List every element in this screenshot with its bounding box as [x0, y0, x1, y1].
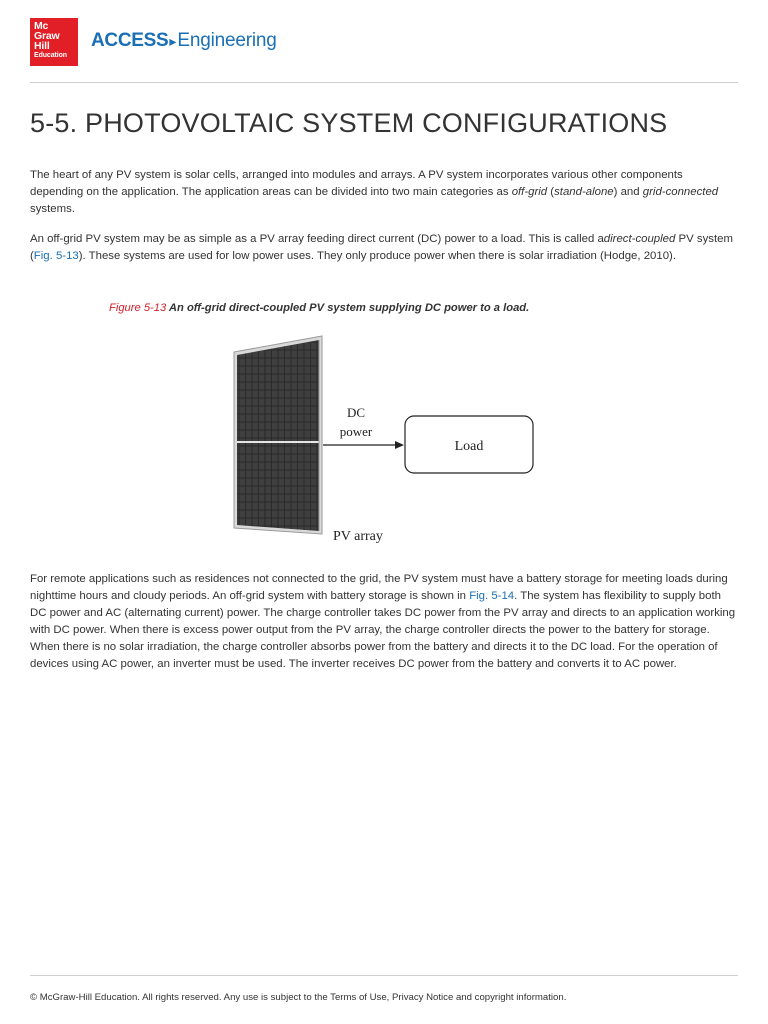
paragraph-battery-storage: For remote applications such as residences not connected to the grid, the PV system must have a battery storage for meeting loads during nighttime hours and cloudy periods. An off-grid system with battery storage is shown in Fig. 5-14. The system has flexibility to supply both DC power and AC (alternating current) power. The charge controller takes DC power from the PV array and directs to an application working with DC power. When there is excess power output from the PV array, the charge controller directs the power to the battery for storage. When there is no solar irradiation, the charge controller absorbs power from the battery and directs it to the DC load. For the operation of devices using AC power, an inverter must be used. The inverter receives DC power from the battery and converts it to AC power.	[30, 573, 736, 670]
pv-system-figure	[226, 334, 546, 549]
solar-panel-icon	[234, 336, 322, 534]
load-label: Load	[454, 439, 484, 454]
logo-text: Hill	[34, 40, 50, 52]
figure-caption-text: An off-grid direct-coupled PV system supplying DC power to a load.	[168, 302, 530, 314]
access-engineering-logo[interactable]	[91, 30, 277, 58]
pv-array-label: PV array	[333, 529, 383, 544]
page-title: 5-5. PHOTOVOLTAIC SYSTEM CONFIGURATIONS	[30, 108, 668, 138]
figure-label: Figure 5-13	[109, 302, 167, 314]
mcgraw-hill-logo[interactable]	[30, 18, 78, 66]
paragraph-intro: The heart of any PV system is solar cells, arranged into modules and arrays. A PV system incorporates various other components depending on the application. The application areas can be divided into two main categories as off-grid (stand-alone) and grid-connected systems.	[30, 169, 719, 215]
dc-label: DC	[346, 405, 366, 420]
brand-access-text: ACCESS	[91, 30, 169, 51]
logo-text: Mc	[34, 20, 49, 32]
brand-engineering-text: Engineering	[177, 30, 277, 51]
chevron-right-icon: ▸	[169, 33, 177, 49]
header-divider	[30, 82, 738, 83]
footer-copyright: © McGraw-Hill Education. All rights reserved. Any use is subject to the Terms of Use, Privacy Notice and copyright information.	[30, 992, 567, 1003]
fig-5-14-link[interactable]: Fig. 5-14	[469, 590, 515, 602]
logo-text: Education	[34, 52, 67, 59]
power-label: power	[339, 424, 373, 439]
figure-caption	[109, 302, 529, 314]
arrow-head-icon	[395, 441, 404, 449]
logo-text: Graw	[34, 30, 60, 42]
fig-5-13-link[interactable]: Fig. 5-13	[33, 250, 79, 262]
paragraph-off-grid: An off-grid PV system may be as simple as a PV array feeding direct current (DC) power to a load. This is called adirect-coupled PV system (Fig. 5-13). These systems are used for low power uses. They only produce power when there is solar irradiation (Hodge, 2010).	[30, 233, 733, 262]
footer-divider	[30, 975, 738, 976]
